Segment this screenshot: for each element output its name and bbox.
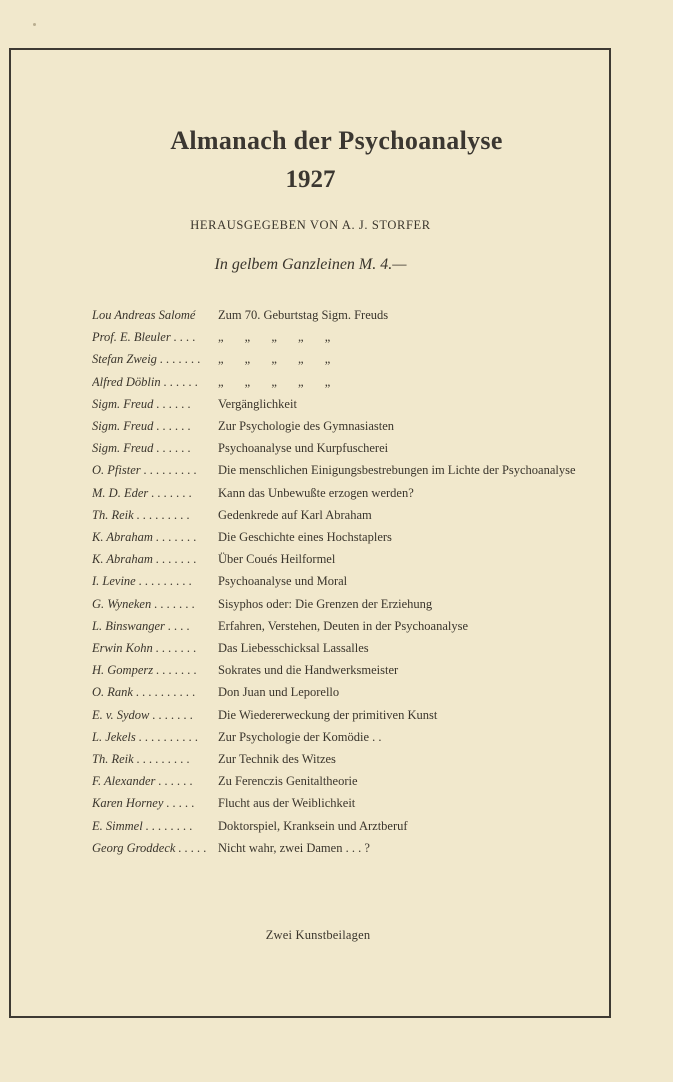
toc-author: E. Simmel . . . . . . . . <box>92 818 193 833</box>
toc-title: Erfahren, Verstehen, Deuten in der Psychoanalyse <box>218 618 469 633</box>
toc-entry <box>92 681 592 703</box>
toc-title: Kann das Unbewußte erzogen werden? <box>218 485 414 500</box>
toc-title: Don Juan und Leporello <box>218 685 340 700</box>
toc-entry <box>92 482 592 504</box>
toc-author: Alfred Döblin . . . . . . <box>92 374 199 389</box>
toc-title: Die menschlichen Einigungsbestrebungen im Lichte der Psychoanalyse <box>218 463 576 478</box>
toc-title: Die Geschichte eines Hochstaplers <box>218 530 392 545</box>
toc-entry <box>92 437 592 459</box>
toc-title-ditto: „ „ „ „ „ <box>218 330 331 345</box>
toc-title: Flucht aus der Weiblichkeit <box>218 796 356 811</box>
toc-entry <box>92 504 592 526</box>
toc-title: Sisyphos oder: Die Grenzen der Erziehung <box>218 596 433 611</box>
toc-author: Th. Reik . . . . . . . . . <box>92 752 190 767</box>
toc-title: Psychoanalyse und Kurpfuscherei <box>218 441 389 456</box>
book-title: Almanach der Psychoanalyse <box>170 126 503 155</box>
toc-entry <box>92 659 592 681</box>
toc-title-ditto: „ „ „ „ „ <box>218 352 331 367</box>
supplements-note: Zwei Kunstbeilagen <box>265 928 371 942</box>
toc-entry <box>92 815 592 837</box>
toc-entry <box>92 837 592 859</box>
toc-title: Die Wiedererweckung der primitiven Kunst <box>218 707 438 722</box>
toc-title: Das Liebesschicksal Lassalles <box>218 641 369 656</box>
toc-title: Sokrates und die Handwerksmeister <box>218 663 399 678</box>
toc-entry <box>92 593 592 615</box>
toc-author: Sigm. Freud . . . . . . <box>92 441 191 456</box>
toc-author: Prof. E. Bleuler . . . . <box>92 330 196 345</box>
toc-entry <box>92 393 592 415</box>
toc-title: Nicht wahr, zwei Damen . . . ? <box>218 840 370 855</box>
price-line: In gelbem Ganzleinen M. 4.— <box>214 256 407 273</box>
toc-author: Th. Reik . . . . . . . . . <box>92 507 190 522</box>
editor-line: HERAUSGEGEBEN VON A. J. STORFER <box>190 218 431 232</box>
toc-title: Doktorspiel, Kranksein und Arztberuf <box>218 818 408 833</box>
toc-author: Sigm. Freud . . . . . . <box>92 396 191 411</box>
toc-title: Zum 70. Geburtstag Sigm. Freuds <box>218 308 389 322</box>
toc-author: O. Pfister . . . . . . . . . <box>92 463 197 478</box>
toc-title-ditto: „ „ „ „ „ <box>218 374 331 389</box>
toc-entry <box>92 348 592 370</box>
toc-entry <box>92 371 592 393</box>
toc-author: Stefan Zweig . . . . . . . <box>92 352 201 367</box>
toc-entry <box>92 548 592 570</box>
toc-entry <box>92 526 592 548</box>
toc-author: K. Abraham . . . . . . . <box>92 530 197 545</box>
toc-entry <box>92 415 592 437</box>
toc-title: Vergänglichkeit <box>218 396 297 411</box>
toc-entry <box>92 770 592 792</box>
toc-author: Sigm. Freud . . . . . . <box>92 419 191 434</box>
toc-entry <box>92 704 592 726</box>
toc-author: L. Jekels . . . . . . . . . . <box>92 729 199 744</box>
paper-speck <box>33 23 36 26</box>
toc-title: Zu Ferenczis Genitaltheorie <box>218 774 358 789</box>
toc-author: O. Rank . . . . . . . . . . <box>92 685 196 700</box>
toc-author: Lou Andreas Salomé <box>92 308 196 322</box>
toc-author: H. Gomperz . . . . . . . <box>92 663 197 678</box>
toc-author: Erwin Kohn . . . . . . . <box>92 641 197 656</box>
toc-author: L. Binswanger . . . . <box>92 618 190 633</box>
toc-entry <box>92 726 592 748</box>
toc-title: Über Coués Heilformel <box>218 552 336 567</box>
toc-entry <box>92 748 592 770</box>
toc-title: Zur Technik des Witzes <box>218 752 336 767</box>
book-year: 1927 <box>285 166 336 193</box>
toc-title: Psychoanalyse und Moral <box>218 574 348 589</box>
toc-entry <box>92 459 592 481</box>
toc-entry <box>92 637 592 659</box>
toc-author: M. D. Eder . . . . . . . <box>92 485 192 500</box>
toc-author: I. Levine . . . . . . . . . <box>92 574 192 589</box>
toc-author: Georg Groddeck . . . . . <box>92 840 207 855</box>
toc-author: F. Alexander . . . . . . <box>92 774 193 789</box>
toc-title: Zur Psychologie des Gymnasiasten <box>218 419 395 434</box>
toc-author: Karen Horney . . . . . <box>92 796 195 811</box>
table-of-contents <box>92 304 592 859</box>
toc-entry <box>92 326 592 348</box>
toc-entry <box>92 570 592 592</box>
toc-entry <box>92 792 592 814</box>
toc-author: G. Wyneken . . . . . . . <box>92 596 195 611</box>
toc-entry <box>92 304 592 326</box>
toc-author: E. v. Sydow . . . . . . . <box>92 707 194 722</box>
toc-title: Zur Psychologie der Komödie . . <box>218 729 382 744</box>
toc-author: K. Abraham . . . . . . . <box>92 552 197 567</box>
toc-title: Gedenkrede auf Karl Abraham <box>218 507 372 522</box>
toc-entry <box>92 615 592 637</box>
